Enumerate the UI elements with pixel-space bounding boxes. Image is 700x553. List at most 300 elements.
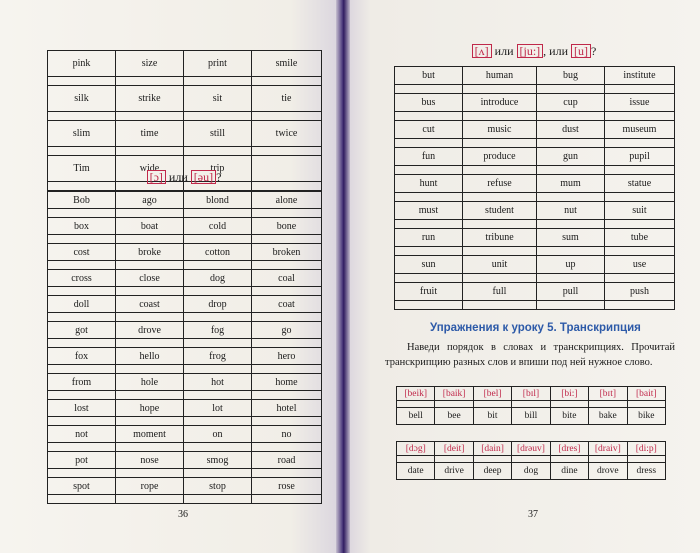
left-section-heading	[47, 170, 321, 185]
phoneme-o: [ɔ]	[147, 170, 166, 184]
answer-gap-cell	[589, 456, 627, 463]
transcription-cell: [draiv]	[589, 442, 627, 456]
word-cell: must	[395, 202, 463, 220]
table-row	[395, 175, 675, 193]
blank-cell	[184, 235, 252, 244]
word-cell: blond	[184, 192, 252, 209]
blank-cell	[48, 365, 116, 374]
blank-cell	[463, 247, 537, 256]
word-cell: go	[252, 322, 322, 339]
blank-cell	[116, 147, 184, 156]
blank-cell	[184, 209, 252, 218]
word-cell: up	[537, 256, 605, 274]
word-cell: full	[463, 283, 537, 301]
word-cell: lot	[184, 400, 252, 417]
answer-gap-cell	[473, 401, 511, 408]
left-main-word-table	[47, 191, 322, 504]
word-cell: hello	[116, 348, 184, 365]
blank-cell	[537, 112, 605, 121]
word-cell: hope	[116, 400, 184, 417]
blank-cell	[252, 313, 322, 322]
word-cell: coast	[116, 296, 184, 313]
blank-cell	[116, 77, 184, 86]
blank-cell	[48, 77, 116, 86]
word-cell: frog	[184, 348, 252, 365]
answer-word-cell: bell	[397, 408, 435, 425]
blank-writing-row	[48, 469, 322, 478]
word-cell: sum	[537, 229, 605, 247]
word-cell: hot	[184, 374, 252, 391]
word-cell: road	[252, 452, 322, 469]
transcription-cell: [bɪl]	[512, 387, 550, 401]
table-row	[48, 296, 322, 313]
blank-writing-row	[48, 391, 322, 400]
word-cell: print	[184, 51, 252, 77]
blank-writing-row	[395, 112, 675, 121]
blank-cell	[116, 209, 184, 218]
word-cell: fruit	[395, 283, 463, 301]
transcription-table-2	[396, 441, 666, 480]
blank-writing-row	[48, 147, 322, 156]
word-cell: on	[184, 426, 252, 443]
transcription-cell: [dɔg]	[397, 442, 435, 456]
answer-word-cell: dog	[512, 463, 550, 480]
blank-cell	[463, 193, 537, 202]
word-cell: gun	[537, 148, 605, 166]
transcription-row	[397, 442, 666, 456]
table-row	[395, 67, 675, 85]
blank-cell	[116, 339, 184, 348]
word-cell: time	[116, 121, 184, 147]
blank-cell	[605, 247, 675, 256]
blank-cell	[463, 85, 537, 94]
blank-cell	[48, 469, 116, 478]
blank-cell	[395, 247, 463, 256]
blank-cell	[537, 301, 605, 310]
transcription-cell: [dres]	[550, 442, 588, 456]
table-row	[48, 51, 322, 77]
answer-gap-cell	[473, 456, 511, 463]
blank-cell	[252, 417, 322, 426]
word-cell: museum	[605, 121, 675, 139]
transcription-cell: [bɪt]	[589, 387, 627, 401]
blank-writing-row	[48, 261, 322, 270]
blank-cell	[537, 193, 605, 202]
blank-cell	[252, 261, 322, 270]
word-cell: human	[463, 67, 537, 85]
word-cell: mum	[537, 175, 605, 193]
word-cell: bug	[537, 67, 605, 85]
transcription-row	[397, 387, 666, 401]
blank-cell	[184, 495, 252, 504]
word-cell: coat	[252, 296, 322, 313]
blank-cell	[184, 339, 252, 348]
blank-cell	[252, 112, 322, 121]
transcription-table-1	[396, 386, 666, 425]
blank-cell	[184, 313, 252, 322]
blank-cell	[537, 139, 605, 148]
blank-cell	[252, 443, 322, 452]
table-row	[48, 348, 322, 365]
blank-cell	[48, 209, 116, 218]
word-cell: cost	[48, 244, 116, 261]
blank-cell	[537, 220, 605, 229]
blank-cell	[395, 112, 463, 121]
table-row	[48, 374, 322, 391]
word-cell: tribune	[463, 229, 537, 247]
word-cell: smog	[184, 452, 252, 469]
heading-suffix-right: ?	[591, 44, 597, 58]
answer-word-cell: bill	[512, 408, 550, 425]
answer-gap-cell	[589, 401, 627, 408]
blank-cell	[605, 193, 675, 202]
heading-connector-1: или	[494, 44, 514, 58]
blank-writing-row	[48, 112, 322, 121]
blank-cell	[395, 85, 463, 94]
table-row	[48, 86, 322, 112]
word-cell: not	[48, 426, 116, 443]
heading-connector: или	[168, 170, 188, 184]
blank-cell	[116, 112, 184, 121]
word-cell: rose	[252, 478, 322, 495]
word-cell: twice	[252, 121, 322, 147]
transcription-cell: [baik]	[435, 387, 473, 401]
table-row	[48, 478, 322, 495]
blank-cell	[116, 443, 184, 452]
word-cell: hole	[116, 374, 184, 391]
blank-cell	[463, 220, 537, 229]
blank-cell	[48, 417, 116, 426]
answer-gap-row	[397, 456, 666, 463]
word-cell: music	[463, 121, 537, 139]
word-cell: broke	[116, 244, 184, 261]
table-row	[48, 218, 322, 235]
blank-cell	[537, 274, 605, 283]
table-row	[395, 229, 675, 247]
table-row	[395, 94, 675, 112]
answer-word-cell: bit	[473, 408, 511, 425]
word-cell: ago	[116, 192, 184, 209]
word-cell: drop	[184, 296, 252, 313]
table-row	[48, 244, 322, 261]
blank-cell	[184, 287, 252, 296]
blank-cell	[184, 443, 252, 452]
answer-word-cell: drove	[589, 463, 627, 480]
table-row	[395, 148, 675, 166]
answer-word-cell: deep	[473, 463, 511, 480]
word-cell: home	[252, 374, 322, 391]
word-cell: dust	[537, 121, 605, 139]
word-cell: doll	[48, 296, 116, 313]
blank-writing-row	[395, 247, 675, 256]
blank-cell	[48, 235, 116, 244]
answer-gap-cell	[627, 456, 665, 463]
word-cell: still	[184, 121, 252, 147]
blank-cell	[395, 220, 463, 229]
blank-cell	[252, 469, 322, 478]
word-cell: slim	[48, 121, 116, 147]
blank-cell	[252, 365, 322, 374]
blank-cell	[605, 85, 675, 94]
word-cell: pupil	[605, 148, 675, 166]
blank-cell	[463, 166, 537, 175]
table-row	[395, 256, 675, 274]
blank-cell	[605, 274, 675, 283]
table-row	[395, 283, 675, 301]
heading-suffix: ?	[216, 170, 222, 184]
word-cell: close	[116, 270, 184, 287]
word-cell: hotel	[252, 400, 322, 417]
word-cell: introduce	[463, 94, 537, 112]
answer-word-cell: dine	[550, 463, 588, 480]
answer-word-row	[397, 463, 666, 480]
answer-gap-cell	[627, 401, 665, 408]
transcription-cell: [di:p]	[627, 442, 665, 456]
word-cell: use	[605, 256, 675, 274]
table-row	[48, 270, 322, 287]
answer-gap-cell	[550, 456, 588, 463]
word-cell: sit	[184, 86, 252, 112]
word-cell: Tim	[48, 156, 116, 182]
answer-word-cell: dress	[627, 463, 665, 480]
transcription-cell: [deit]	[435, 442, 473, 456]
blank-cell	[48, 443, 116, 452]
word-cell: trip	[184, 156, 252, 182]
table-row	[48, 426, 322, 443]
answer-gap-cell	[512, 401, 550, 408]
blank-cell	[116, 469, 184, 478]
blank-writing-row	[395, 193, 675, 202]
blank-writing-row	[395, 301, 675, 310]
word-cell: suit	[605, 202, 675, 220]
heading-connector-2: , или	[543, 44, 569, 58]
answer-word-cell: bee	[435, 408, 473, 425]
blank-cell	[395, 274, 463, 283]
blank-cell	[605, 301, 675, 310]
answer-word-cell: bite	[550, 408, 588, 425]
blank-writing-row	[48, 443, 322, 452]
blank-cell	[463, 139, 537, 148]
word-cell: Bob	[48, 192, 116, 209]
blank-cell	[184, 417, 252, 426]
blank-writing-row	[395, 85, 675, 94]
blank-cell	[252, 391, 322, 400]
word-cell: no	[252, 426, 322, 443]
exercise-instruction: Наведи порядок в словах и транскрипциях. Прочитай транскрипцию разных слов и впиши под ней нужное слово.	[385, 342, 675, 368]
blank-cell	[537, 85, 605, 94]
blank-cell	[463, 274, 537, 283]
blank-cell	[605, 166, 675, 175]
blank-cell	[48, 313, 116, 322]
word-cell: unit	[463, 256, 537, 274]
word-cell: stop	[184, 478, 252, 495]
word-cell: pull	[537, 283, 605, 301]
blank-cell	[184, 365, 252, 374]
book-spine	[336, 0, 350, 553]
word-cell: run	[395, 229, 463, 247]
transcription-cell: [beik]	[397, 387, 435, 401]
blank-writing-row	[395, 274, 675, 283]
blank-cell	[252, 339, 322, 348]
word-cell: spot	[48, 478, 116, 495]
blank-cell	[116, 495, 184, 504]
blank-cell	[48, 391, 116, 400]
word-cell: boat	[116, 218, 184, 235]
word-cell: sun	[395, 256, 463, 274]
blank-cell	[184, 147, 252, 156]
blank-cell	[184, 469, 252, 478]
answer-word-cell: bike	[627, 408, 665, 425]
right-section-heading	[394, 44, 674, 59]
blank-cell	[252, 77, 322, 86]
word-cell: refuse	[463, 175, 537, 193]
blank-cell	[395, 193, 463, 202]
word-cell: size	[116, 51, 184, 77]
transcription-cell: [bi:]	[550, 387, 588, 401]
blank-cell	[463, 301, 537, 310]
word-cell: push	[605, 283, 675, 301]
blank-cell	[252, 235, 322, 244]
word-cell: moment	[116, 426, 184, 443]
word-cell: hero	[252, 348, 322, 365]
answer-gap-cell	[397, 401, 435, 408]
word-cell: strike	[116, 86, 184, 112]
word-cell: cross	[48, 270, 116, 287]
blank-cell	[463, 112, 537, 121]
blank-writing-row	[48, 77, 322, 86]
table-row	[48, 400, 322, 417]
word-cell: tube	[605, 229, 675, 247]
word-cell: pink	[48, 51, 116, 77]
table-row	[48, 452, 322, 469]
word-cell: smile	[252, 51, 322, 77]
word-cell: alone	[252, 192, 322, 209]
word-cell: wide	[116, 156, 184, 182]
phoneme-ou: [əu]	[191, 170, 216, 184]
blank-cell	[605, 112, 675, 121]
word-cell: cup	[537, 94, 605, 112]
blank-cell	[48, 261, 116, 270]
blank-writing-row	[48, 339, 322, 348]
blank-cell	[184, 391, 252, 400]
transcription-cell: [drəuv]	[512, 442, 550, 456]
transcription-cell: [bel]	[473, 387, 511, 401]
answer-gap-cell	[397, 456, 435, 463]
right-main-word-table	[394, 66, 675, 310]
word-cell: nose	[116, 452, 184, 469]
blank-writing-row	[395, 166, 675, 175]
word-cell: bus	[395, 94, 463, 112]
word-cell: cotton	[184, 244, 252, 261]
blank-cell	[184, 77, 252, 86]
word-cell: coal	[252, 270, 322, 287]
word-cell: drove	[116, 322, 184, 339]
blank-cell	[395, 301, 463, 310]
table-row	[395, 121, 675, 139]
word-cell: got	[48, 322, 116, 339]
blank-cell	[116, 287, 184, 296]
word-cell: student	[463, 202, 537, 220]
answer-word-cell: drive	[435, 463, 473, 480]
blank-writing-row	[48, 235, 322, 244]
blank-writing-row	[395, 220, 675, 229]
blank-cell	[605, 139, 675, 148]
word-cell: but	[395, 67, 463, 85]
blank-writing-row	[48, 209, 322, 218]
blank-cell	[116, 417, 184, 426]
answer-word-cell: date	[397, 463, 435, 480]
blank-writing-row	[48, 365, 322, 374]
blank-cell	[252, 147, 322, 156]
answer-gap-cell	[512, 456, 550, 463]
answer-gap-row	[397, 401, 666, 408]
blank-writing-row	[48, 495, 322, 504]
word-cell: produce	[463, 148, 537, 166]
blank-cell	[48, 339, 116, 348]
blank-cell	[116, 261, 184, 270]
blank-writing-row	[48, 313, 322, 322]
word-cell: box	[48, 218, 116, 235]
blank-cell	[48, 147, 116, 156]
transcription-cell: [dain]	[473, 442, 511, 456]
blank-writing-row	[48, 287, 322, 296]
blank-cell	[252, 495, 322, 504]
transcription-cell: [bait]	[627, 387, 665, 401]
word-cell: hunt	[395, 175, 463, 193]
table-row	[48, 121, 322, 147]
blank-cell	[48, 287, 116, 296]
table-row	[48, 322, 322, 339]
word-cell: issue	[605, 94, 675, 112]
word-cell: bone	[252, 218, 322, 235]
word-cell: silk	[48, 86, 116, 112]
table-row	[395, 202, 675, 220]
answer-gap-cell	[550, 401, 588, 408]
word-cell: institute	[605, 67, 675, 85]
phoneme-ju: [ju:]	[517, 44, 544, 58]
page-number-right: 37	[528, 509, 538, 520]
word-cell: lost	[48, 400, 116, 417]
blank-cell	[48, 112, 116, 121]
word-cell: fox	[48, 348, 116, 365]
word-cell: cut	[395, 121, 463, 139]
answer-gap-cell	[435, 401, 473, 408]
phoneme-a: [ʌ]	[472, 44, 492, 58]
word-cell: dog	[184, 270, 252, 287]
blank-cell	[116, 313, 184, 322]
answer-gap-cell	[435, 456, 473, 463]
word-cell: pot	[48, 452, 116, 469]
word-cell: from	[48, 374, 116, 391]
word-cell: broken	[252, 244, 322, 261]
blank-cell	[605, 220, 675, 229]
blank-cell	[252, 287, 322, 296]
blank-cell	[537, 166, 605, 175]
word-cell: statue	[605, 175, 675, 193]
lesson-title: Упражнения к уроку 5. Транскрипция	[430, 322, 641, 334]
blank-writing-row	[395, 139, 675, 148]
answer-word-row	[397, 408, 666, 425]
blank-cell	[537, 247, 605, 256]
blank-cell	[48, 495, 116, 504]
table-row	[48, 192, 322, 209]
blank-cell	[395, 166, 463, 175]
blank-writing-row	[48, 417, 322, 426]
blank-cell	[395, 139, 463, 148]
blank-cell	[184, 112, 252, 121]
blank-cell	[184, 261, 252, 270]
word-cell: tie	[252, 86, 322, 112]
